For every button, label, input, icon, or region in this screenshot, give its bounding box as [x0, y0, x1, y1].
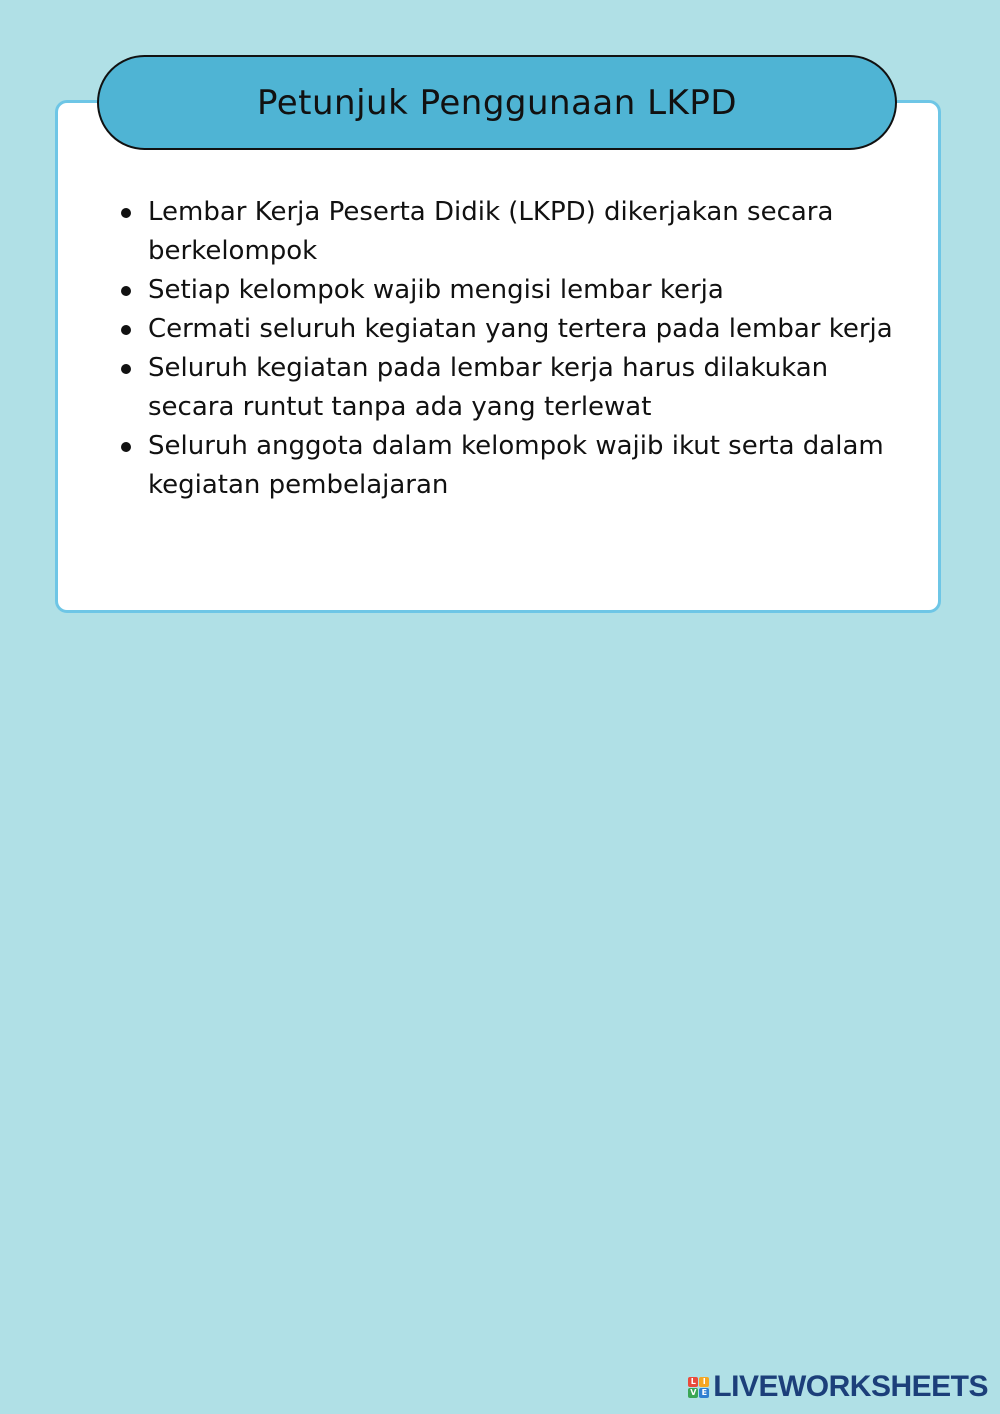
list-item-text: Setiap kelompok wajib mengisi lembar kerja [148, 275, 724, 305]
list-item [148, 271, 918, 310]
watermark-text: LIVEWORKSHEETS [713, 1370, 988, 1403]
bullet-icon [121, 325, 131, 335]
bullet-icon [121, 442, 131, 452]
list-item-text: Lembar Kerja Peserta Didik (LKPD) dikerjakan secara berkelompok [148, 197, 834, 266]
list-item-text: Seluruh kegiatan pada lembar kerja harus dilakukan secara runtut tanpa ada yang terlewat [148, 353, 829, 422]
list-item-text: Seluruh anggota dalam kelompok wajib ikut serta dalam kegiatan pembelajaran [148, 431, 884, 500]
liveworksheets-watermark [688, 1370, 988, 1404]
title-banner [97, 55, 897, 150]
instructions-list [148, 193, 918, 505]
bullet-icon [121, 364, 131, 374]
bullet-icon [121, 208, 131, 218]
bullet-icon [121, 286, 131, 296]
list-item [148, 349, 918, 427]
logo-cell: L [688, 1377, 698, 1387]
logo-cell: I [699, 1377, 709, 1387]
liveworksheets-logo-icon [688, 1377, 709, 1398]
page-title: Petunjuk Penggunaan LKPD [256, 82, 738, 123]
logo-cell: V [690, 1387, 697, 1397]
list-item [148, 427, 918, 505]
list-item [148, 310, 918, 349]
logo-cell: E [699, 1388, 709, 1398]
list-item-text: Cermati seluruh kegiatan yang tertera pada lembar kerja [148, 314, 893, 344]
list-item [148, 193, 918, 271]
